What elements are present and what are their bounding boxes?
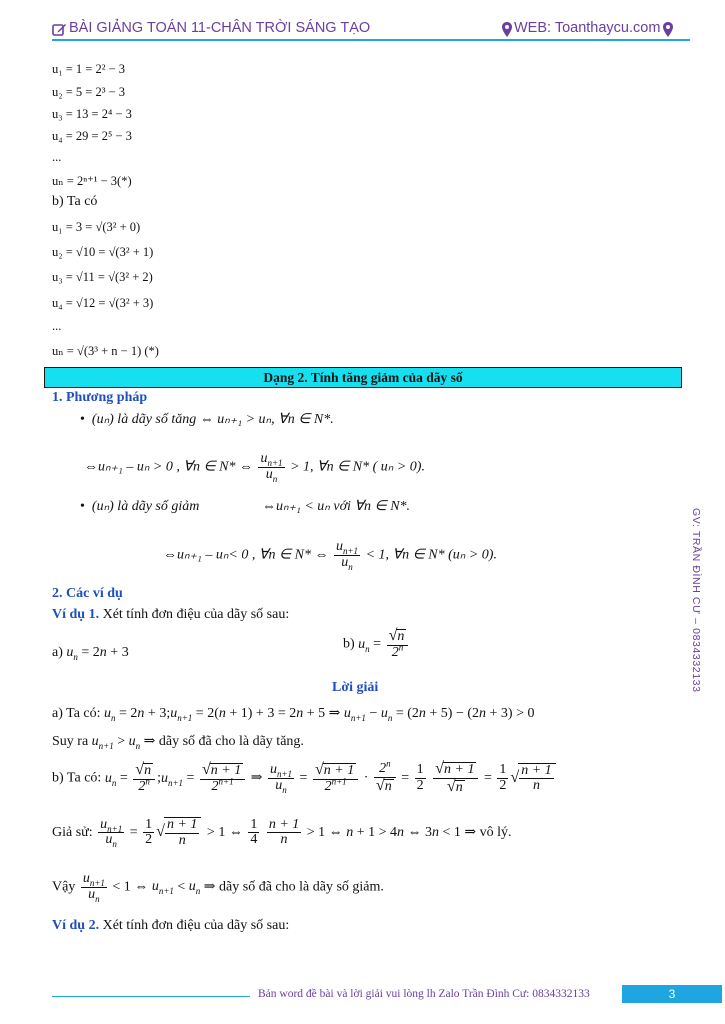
side-author-text: GV: TRẦN ĐÌNH CƯ – 0834332133 [690, 508, 702, 693]
ratio-fraction-inc: $\frac{u_{n+1}}{u_n}$ [260, 451, 283, 484]
page-number: 3 [622, 985, 722, 1003]
footer-text: Bản word đề bài và lời giải vui lòng lh Zalo Trần Đình Cư: 0834332133 [258, 988, 590, 1000]
part-a-general: uₙ = 2ⁿ⁺¹ − 3(*) [52, 174, 132, 188]
solution-title: Lời giải [332, 680, 379, 695]
example-2-label: Ví dụ 2. [52, 918, 100, 933]
part-b-line-3: u₃ = √11 = √(3² + 2) [52, 270, 153, 284]
solution-a: a) Ta có: $u_n = 2n$ + $3;u_{n+1} = 2(n + 1) + 3 = 2n + 5$ ⇒ $u_{n+1} - u_n = (2n + 5) - (2n + 3) > 0$ [52, 706, 535, 723]
increasing-definition: (uₙ) là dãy số tăng ⇔ uₙ₊₁ > uₙ, ∀n ∈ N*. [91, 412, 334, 427]
dec-equiv-right: < 1, ∀n ∈ N* (uₙ > 0). [365, 547, 497, 563]
part-a-line-3: u₃ = 13 = 2⁴ − 3 [52, 107, 132, 121]
example-1-part-a: a) $u_n = 2n + 3$ [52, 645, 129, 662]
decreasing-equivalence [163, 540, 497, 570]
part-a-line-2: u₂ = 5 = 2³ − 3 [52, 85, 126, 99]
part-b-line-2: u₂ = √10 = √(3² + 1) [52, 245, 154, 259]
edit-icon [52, 22, 67, 37]
inc-equiv-left: ⇔uₙ₊₁ – uₙ > 0 , ∀n ∈ N* ⇔ [84, 459, 253, 475]
solution-a-conclusion: Suy ra $u_{n+1} > u_n$ ⇒ dãy số đã cho là dãy tăng. [52, 734, 304, 751]
part-b-general: uₙ = √(3³ + n − 1) (*) [52, 344, 159, 358]
assumption: Giả sử: $\frac{u_{n+1}}{u_n}$ = $\frac{1}{2}$ √ $\frac{n + 1}{n}$ > 1 ⇔ $\frac{1}{4}$ $\frac{n + 1}{n}$ > 1 ⇔ n + 1 > 4n ⇔ 3n < 1 ⇒ vô lý. [52, 816, 512, 849]
section-band: Dạng 2. Tính tăng giảm của dãy số [44, 367, 682, 388]
part-b-line-1: u₁ = 3 = √(3² + 0) [52, 220, 141, 234]
example-1-prompt: Xét tính đơn điệu của dãy số sau: [102, 607, 290, 622]
header-title: BÀI GIẢNG TOÁN 11-CHÂN TRỜI SÁNG TẠO [69, 20, 371, 36]
inc-equiv-right: > 1, ∀n ∈ N* ( uₙ > 0). [290, 459, 425, 475]
part-b-intro: b) Ta có [52, 194, 98, 209]
example-2-heading [52, 918, 289, 934]
location-pin-icon [502, 22, 512, 37]
un-fraction: $\frac{√n}{2^n}$ [387, 628, 409, 661]
part-a-ellipsis: ... [52, 150, 62, 164]
part-a-line-1: u₁ = 1 = 2² − 3 [52, 62, 126, 76]
part-a-line-4: u₄ = 29 = 2⁵ − 3 [52, 129, 132, 143]
example-1-label: Ví dụ 1. [52, 607, 100, 622]
examples-title: 2. Các ví dụ [52, 586, 123, 601]
example-1-part-b: b) $u_n$ = $\frac{√n}{2^n}$ [343, 628, 410, 661]
decreasing-definition-left: (uₙ) là dãy số giảm [91, 499, 200, 514]
method-title: 1. Phương pháp [52, 390, 148, 405]
decreasing-definition-right: ⇔uₙ₊₁ < uₙ với ∀n ∈ N*. [262, 499, 411, 514]
footer-divider [52, 996, 250, 997]
solution-b: b) Ta có: $u_n$ = $\frac{√n}{2^n}$ $;u_{n+1}$ = $\frac{√n + 1}{2^{n+1}}$ ⇒ $\frac{u_{n+1}}{u_n}$ = $\frac{√n + 1}{2^{n+1}}$ · $\frac{2^n}{√n}$ = $\frac{1}{2}$ $\frac{√n + 1}{√n}$ = $\frac{1}{2}$ √ $\frac{n + 1}{n}$ [52, 761, 558, 796]
ratio-fraction-dec: $\frac{u_{n+1}}{u_n}$ [335, 539, 359, 572]
example-2-prompt: Xét tính đơn điệu của dãy số sau: [102, 918, 290, 933]
example-1-heading [52, 607, 289, 623]
conclusion: Vậy $\frac{u_{n+1}}{u_n}$ < 1 ⇔ $u_{n+1} < u_n$ ⇒ dãy số đã cho là dãy số giảm. [52, 871, 384, 904]
location-pin-icon-right [663, 22, 673, 37]
dec-equiv-left: ⇔uₙ₊₁ – uₙ< 0 , ∀n ∈ N* ⇔ [163, 547, 329, 563]
bullet-increasing [80, 411, 334, 428]
bullet-dot: • [80, 499, 92, 514]
increasing-equivalence [84, 452, 425, 482]
header-divider [52, 39, 690, 41]
part-b-line-4: u₄ = √12 = √(3² + 3) [52, 296, 154, 310]
part-b-ellipsis: ... [52, 319, 62, 333]
header-web[interactable]: WEB: Toanthaycu.com [514, 20, 661, 36]
bullet-decreasing [80, 498, 199, 515]
bullet-dot: • [80, 412, 92, 427]
